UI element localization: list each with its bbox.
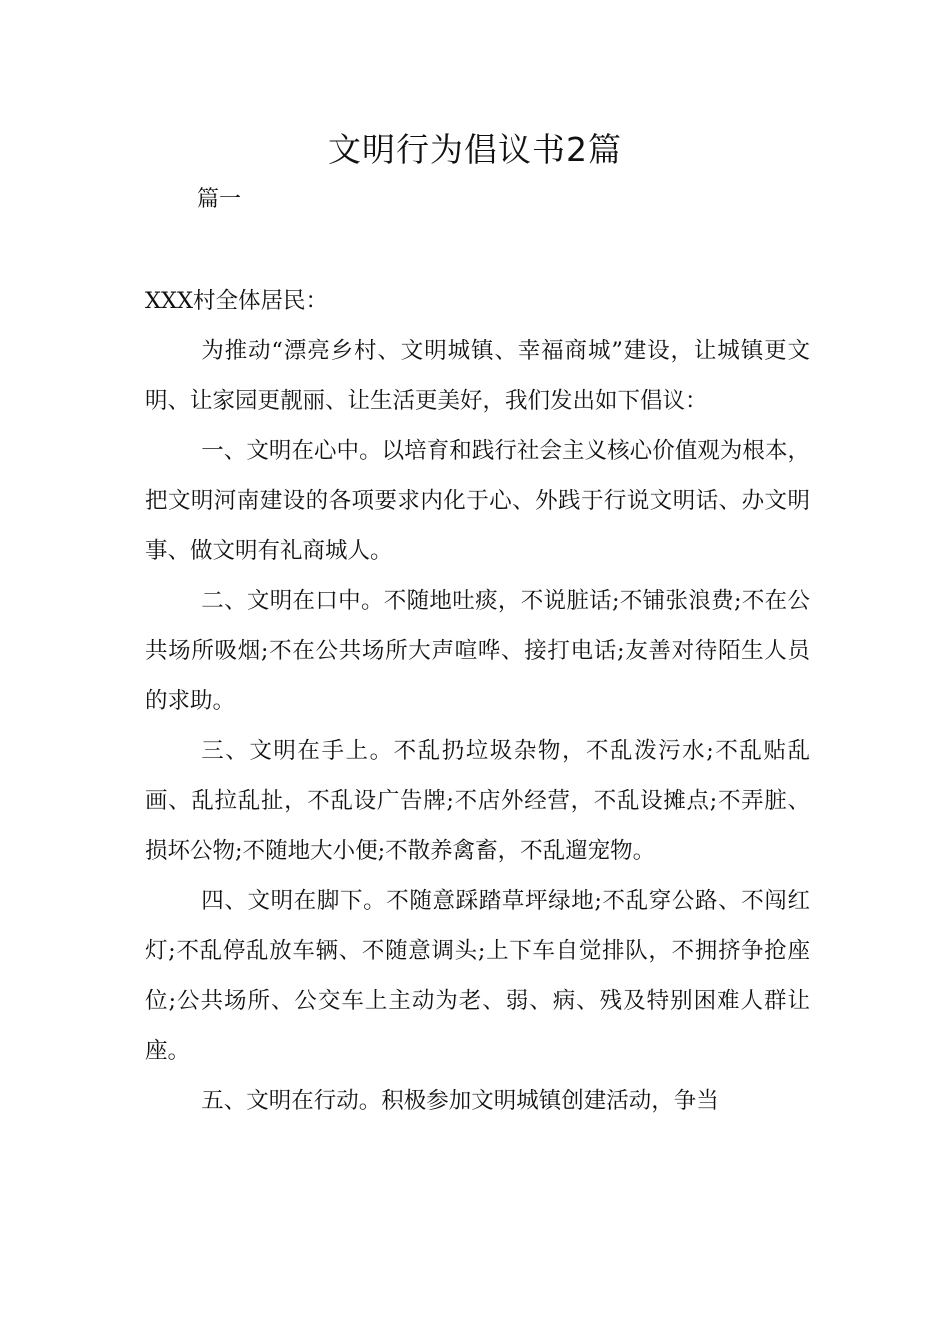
paragraph-item-5: 五、文明在行动。积极参加文明城镇创建活动，争当 bbox=[201, 1088, 719, 1114]
document-title: 文明行为倡议书2篇 bbox=[328, 130, 622, 169]
document-body bbox=[145, 276, 810, 1126]
paragraph-item-4: 四、文明在脚下。不随意踩踏草坪绿地;不乱穿公路、不闯红灯;不乱停乱放车辆、不随意调头;上下车自觉排队，不拥挤争抢座位;公共场所、公交车上主动为老、弱、病、残及特别困难人群让座。 bbox=[145, 888, 810, 1064]
paragraph-intro: 为推动“漂亮乡村、文明城镇、幸福商城”建设，让城镇更文明、让家园更靓丽、让生活更美好，我们发出如下倡议： bbox=[145, 338, 810, 414]
section-label: 篇一 bbox=[197, 187, 242, 212]
paragraph-item-1: 一、文明在心中。以培育和践行社会主义核心价值观为根本，把文明河南建设的各项要求内化于心、外践于行说文明话、办文明事、做文明有礼商城人。 bbox=[145, 438, 810, 564]
salutation: XXX村全体居民： bbox=[145, 288, 329, 314]
paragraph-item-3: 三、文明在手上。不乱扔垃圾杂物，不乱泼污水;不乱贴乱画、乱拉乱扯，不乱设广告牌;不店外经营，不乱设摊点;不弄脏、损坏公物;不随地大小便;不散养禽畜，不乱遛宠物。 bbox=[145, 738, 810, 864]
paragraph-item-2: 二、文明在口中。不随地吐痰，不说脏话;不铺张浪费;不在公共场所吸烟;不在公共场所大声喧哗、接打电话;友善对待陌生人员的求助。 bbox=[145, 588, 810, 714]
